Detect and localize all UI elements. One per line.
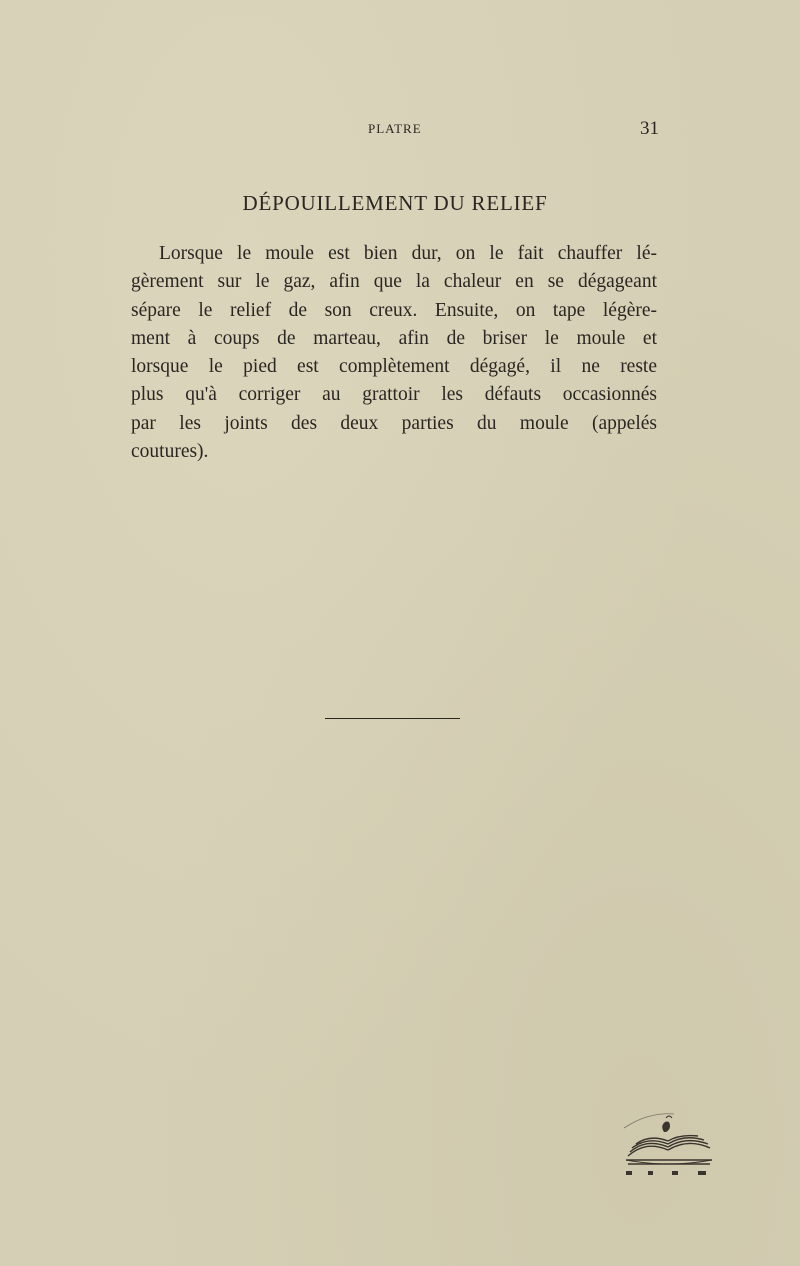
paragraph-line: ment à coups de marteau, afin de briser le moule et xyxy=(131,327,657,349)
running-title: PLATRE xyxy=(368,121,422,136)
paragraph-line: coutures). xyxy=(131,441,209,463)
paragraph-line: lorsque le pied est complètement dégagé, il ne reste xyxy=(131,356,657,378)
paragraph-line: Lorsque le moule est bien dur, on le fait chauffer lé- xyxy=(159,243,657,264)
paragraph-line: plus qu'à corriger au grattoir les défauts occasionnés xyxy=(131,384,657,406)
paragraph-line: par les joints des deux parties du moule (appelés xyxy=(131,412,657,434)
running-head xyxy=(0,118,800,142)
library-stamp-icon xyxy=(618,1110,718,1182)
section-title: DÉPOUILLEMENT DU RELIEF xyxy=(242,191,548,215)
body-paragraph xyxy=(131,240,657,466)
paragraph-line: gèrement sur le gaz, afin que la chaleur en se dégageant xyxy=(131,271,657,293)
page-number: 31 xyxy=(640,118,659,139)
section-end-rule xyxy=(325,718,460,719)
paragraph-line: sépare le relief de son creux. Ensuite, on tape légère- xyxy=(131,299,657,321)
